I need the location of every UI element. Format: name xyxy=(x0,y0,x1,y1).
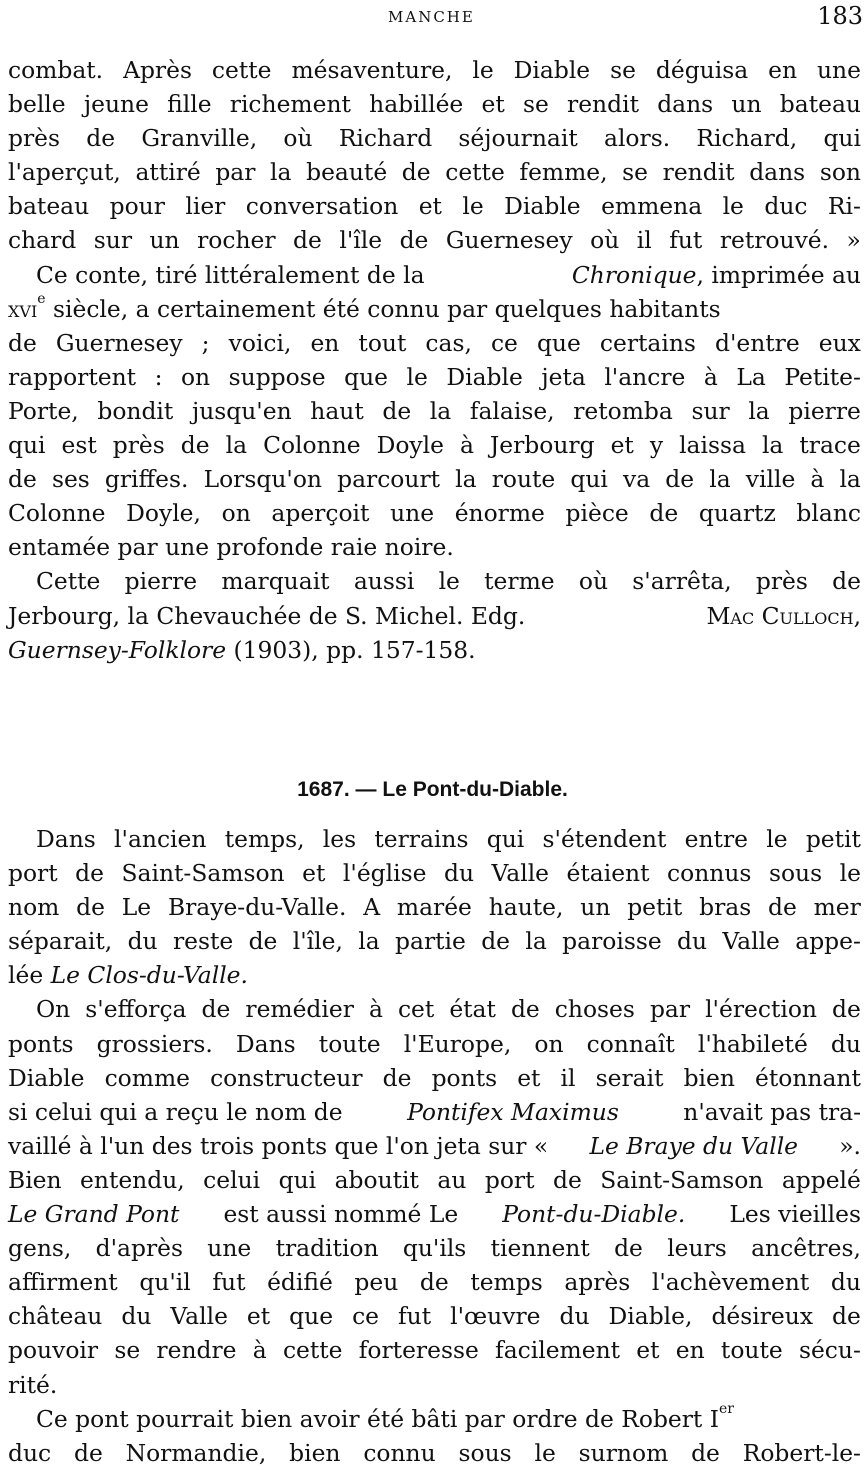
text-line xyxy=(8,1197,861,1231)
text-line: de Guernesey ; voici, en tout cas, ce que certains d'entre eux xyxy=(8,328,861,357)
text-line: chard sur un rocher de l'île de Guernesey où il fut retrouvé. » xyxy=(8,226,861,255)
superscript: e xyxy=(37,290,46,307)
century-numeral: xvi xyxy=(8,294,38,323)
text-line: séparait, du reste de l'île, la partie de la paroisse du Valle appe- xyxy=(8,927,861,956)
text-span xyxy=(36,1402,734,1436)
text-span: Les vieilles xyxy=(729,1200,861,1229)
text-line: port de Saint-Samson et l'église du Valle étaient connus sous le xyxy=(8,859,861,888)
text-span: (1903), pp. 157-158. xyxy=(226,635,476,664)
text-line: Porte, bondit jusqu'en haut de la falaise, retomba sur la pierre xyxy=(8,396,861,425)
section-heading xyxy=(0,778,865,802)
italic-title: Guernsey-Folklore xyxy=(8,635,227,664)
text-span xyxy=(572,258,861,292)
page-number: 183 xyxy=(817,2,863,30)
text-line: rapportent : on suppose que le Diable jeta l'ancre à La Petite- xyxy=(8,362,861,391)
text-line: ponts grossiers. Dans toute l'Europe, on connaît l'habileté du xyxy=(8,1029,861,1058)
text-line: qui est près de la Colonne Doyle à Jerbourg et y laissa la trace xyxy=(8,431,861,460)
text-line: Colonne Doyle, on aperçoit une énorme pièce de quartz blanc xyxy=(8,499,861,528)
text-line xyxy=(8,599,861,633)
text-line: Cette pierre marquait aussi le terme où s'arrêta, près de xyxy=(36,567,861,596)
text-span: Ce pont pourrait bien avoir été bâti par ordre de Robert I xyxy=(36,1404,720,1433)
text-line xyxy=(8,633,861,667)
text-line: Dans l'ancien temps, les terrains qui s'étendent entre le petit xyxy=(36,825,861,853)
text-line: l'aperçut, attiré par la beauté de cette femme, se rendit dans son xyxy=(8,158,861,187)
section-title: — Le Pont-du-Diable. xyxy=(355,778,568,801)
text-line: rité. xyxy=(8,1370,58,1399)
text-span: Jerbourg, la Chevauchée de S. Michel. Edg. xyxy=(8,601,526,630)
text-line: combat. Après cette mésaventure, le Diable se déguisa en une xyxy=(8,56,861,84)
text-line: gens, d'après une tradition qu'ils tiennent de leurs ancêtres, xyxy=(8,1234,861,1263)
text-span: si celui qui a reçu le nom de xyxy=(8,1097,343,1126)
text-line xyxy=(8,292,861,326)
text-line: bateau pour lier conversation et le Diable emmena le duc Ri- xyxy=(8,192,861,221)
text-line xyxy=(8,258,861,292)
text-line: entamée par une profonde raie noire. xyxy=(8,533,454,562)
text-line: belle jeune fille richement habillée et se rendit dans un bateau xyxy=(8,90,861,119)
text-line xyxy=(8,1095,861,1129)
text-line xyxy=(8,958,861,992)
running-head xyxy=(0,2,865,32)
text-span: , imprimée au xyxy=(696,260,861,289)
italic-name: Le Grand Pont xyxy=(8,1200,180,1229)
text-span: ». xyxy=(839,1131,861,1160)
text-span: Ce conte, tiré littéralement de la xyxy=(36,260,425,289)
text-span xyxy=(8,292,721,326)
text-span: lée xyxy=(8,961,44,990)
paragraph-block-2 xyxy=(8,822,861,1470)
text-line: Bien entendu, celui qui aboutit au port de Saint-Samson appelé xyxy=(8,1165,861,1194)
italic-title: Chronique xyxy=(571,260,697,289)
text-line: duc de Normandie, bien connu sous le surnom de Robert-le- xyxy=(8,1438,861,1467)
text-line: affirment qu'il fut édifié peu de temps après l'achèvement du xyxy=(8,1268,861,1297)
text-line: près de Granville, où Richard séjournait alors. Richard, qui xyxy=(8,124,861,153)
text-span: siècle, a certainement été connu par quelques habitants xyxy=(45,294,721,323)
text-line: pouvoir se rendre à cette forteresse facilement et en toute sécu- xyxy=(8,1336,861,1365)
section-number: 1687. xyxy=(297,778,350,801)
text-line: Diable comme constructeur de ponts et il serait bien étonnant xyxy=(8,1063,861,1092)
italic-name: Le Clos-du-Valle. xyxy=(50,961,248,990)
running-title: MANCHE xyxy=(388,8,475,26)
superscript: er xyxy=(719,1400,734,1417)
italic-name: Le Braye du Valle xyxy=(589,1131,799,1160)
text-line: On s'efforça de remédier à cet état de choses par l'érection de xyxy=(36,995,861,1024)
italic-name: Pont-du-Diable. xyxy=(502,1200,686,1229)
text-line xyxy=(8,1129,861,1163)
text-line: de ses griffes. Lorsqu'on parcourt la route qui va de la ville à la xyxy=(8,465,861,494)
text-line: château du Valle et que ce fut l'œuvre du Diable, désireux de xyxy=(8,1302,861,1331)
author-name: Mac Culloch, xyxy=(706,601,861,630)
paragraph-block-1 xyxy=(8,53,861,667)
text-line: nom de Le Braye-du-Valle. A marée haute, un petit bras de mer xyxy=(8,893,861,922)
text-span: est aussi nommé Le xyxy=(223,1200,459,1229)
text-span: vaillé à l'un des trois ponts que l'on jeta sur « xyxy=(8,1131,549,1160)
text-span: n'avait pas tra- xyxy=(683,1097,861,1126)
italic-name: Pontifex Maximus xyxy=(407,1097,619,1126)
text-line xyxy=(8,1402,861,1436)
